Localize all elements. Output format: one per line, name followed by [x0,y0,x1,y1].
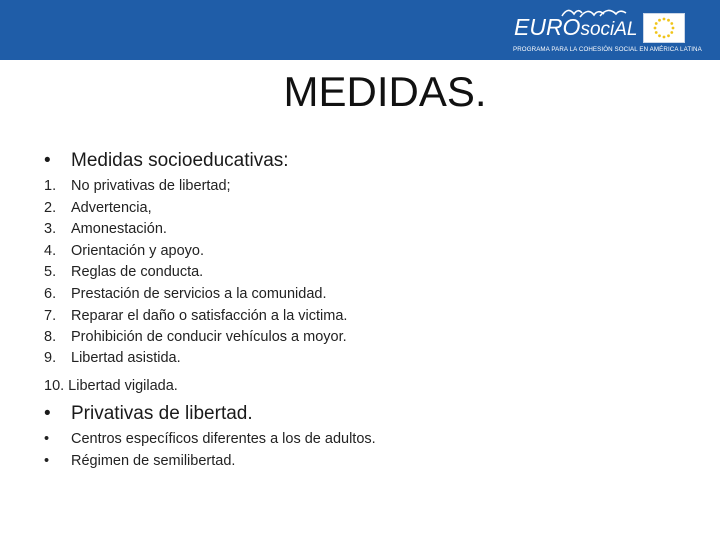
item-number: 6. [44,286,57,302]
item-text: Régimen de semilibertad. [71,453,236,469]
bullet: • [44,431,50,447]
item-text: Amonestación. [71,221,167,237]
item-text: Advertencia, [71,200,152,216]
section-heading-text: Medidas socioeducativas: [71,150,289,171]
item-number: 1. [44,178,57,194]
item-number: 7. [44,308,57,324]
logo-wordmark: EUROsociAL [514,14,638,40]
item-text: Reparar el daño o satisfacción a la victima. [71,308,348,324]
item-text: Orientación y apoyo. [71,243,204,259]
logo-tagline: PROGRAMA PARA LA COHESIÓN SOCIAL EN AMÉRICA LATINA [513,46,702,53]
item-text: Centros específicos diferentes a los de adultos. [71,431,376,447]
page-title: MEDIDAS. [283,68,487,115]
list-item-10: 10. Libertad vigilada. [44,378,178,394]
item-number: 9. [44,350,57,366]
section-heading-text: Privativas de libertad. [71,403,253,424]
item-text: Prestación de servicios a la comunidad. [71,286,327,302]
item-text: Reglas de conducta. [71,264,204,280]
bullet: • [44,453,50,469]
bullet: • [44,403,51,424]
item-number: 2. [44,200,57,216]
item-number: 4. [44,243,57,259]
bullet: • [44,150,51,171]
item-text: Prohibición de conducir vehículos a moyor. [71,329,347,345]
item-text: Libertad asistida. [71,350,181,366]
item-text: No privativas de libertad; [71,178,231,194]
item-number: 5. [44,264,57,280]
eu-flag-icon [643,13,685,43]
item-number: 8. [44,329,57,345]
eurosocial-logo [510,4,702,56]
item-number: 3. [44,221,57,237]
